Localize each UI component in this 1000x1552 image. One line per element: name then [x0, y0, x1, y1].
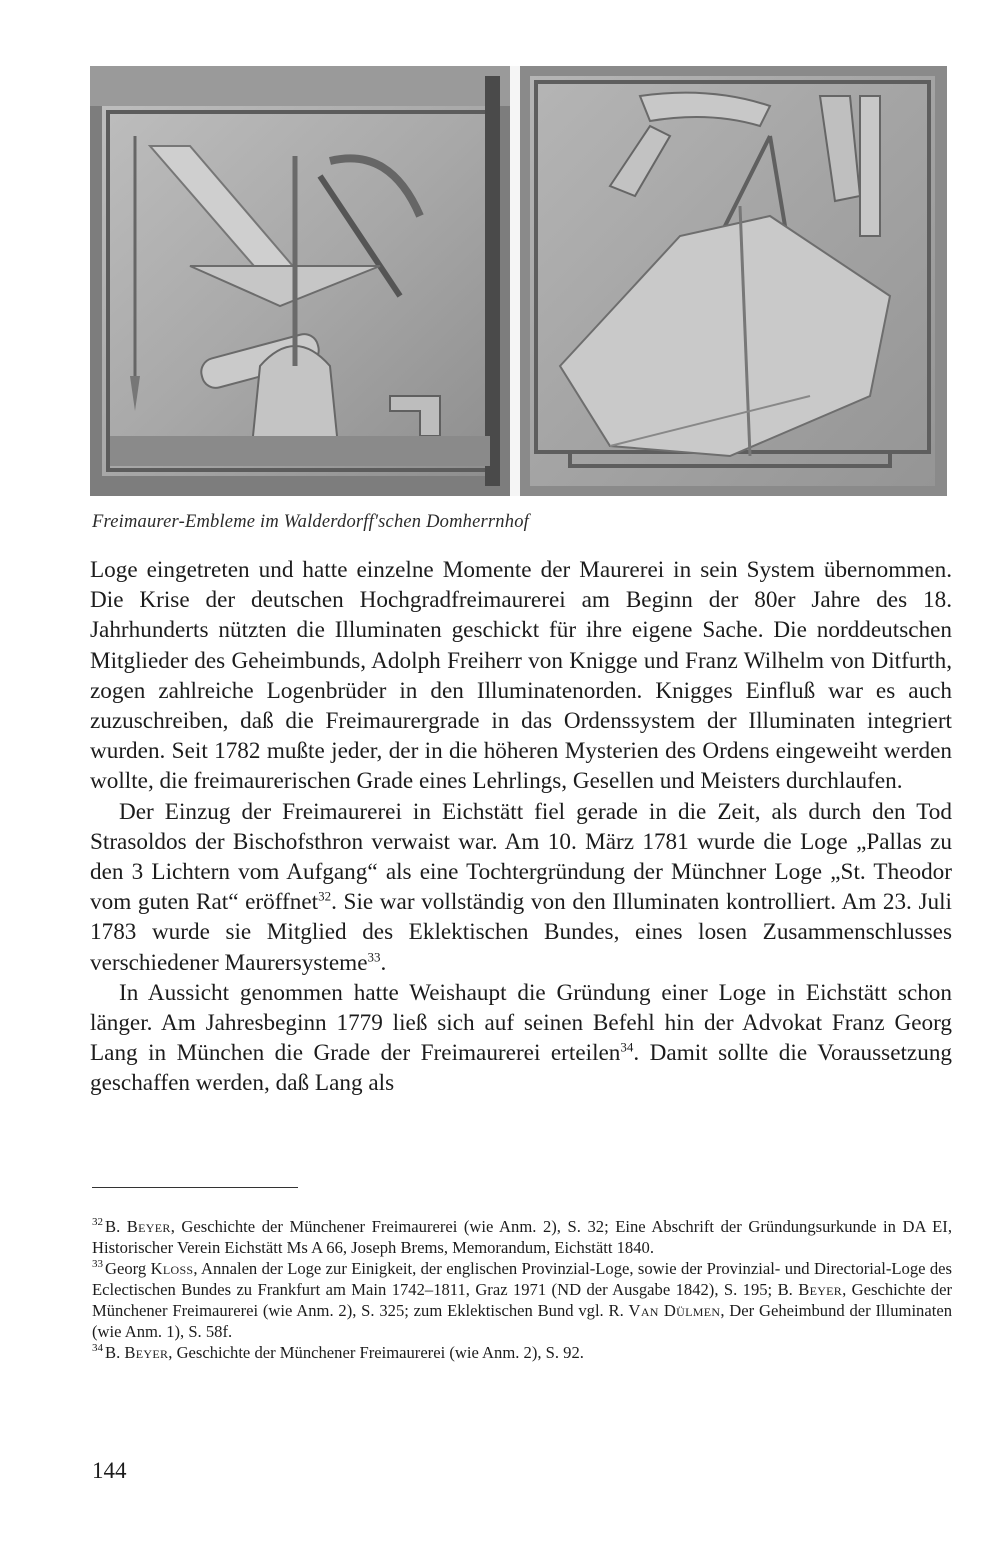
footnote-separator: [92, 1187, 298, 1188]
author-name: Van Dülmen: [628, 1301, 721, 1320]
footnote-text: , Annalen der Loge zur Einigkeit, der englischen Provinzial-Loge, sowie der Provinzial- und Directorial-Loge des Eclectischen Bundes zu Frankfurt am Main 1742–1811, Graz 1971 (ND der Ausgabe 1842), S. 195; B.: [92, 1259, 952, 1299]
footnote-number: 32: [92, 1216, 103, 1229]
footnotes: [92, 1216, 952, 1363]
footnote-33: [92, 1258, 952, 1342]
footnote-number: 34: [92, 1342, 103, 1355]
paragraph-3: [90, 978, 952, 1099]
author-name: Beyer: [126, 1217, 171, 1236]
author-name: Beyer: [798, 1280, 843, 1299]
paragraph-2-text-c: .: [380, 949, 387, 976]
footnote-text: B.: [105, 1343, 125, 1362]
footnote-text: B.: [105, 1217, 127, 1236]
page-number: 144: [92, 1458, 127, 1483]
footnote-ref-32[interactable]: 32: [318, 888, 332, 904]
footnote-ref-34[interactable]: 34: [620, 1039, 634, 1055]
footnote-32: [92, 1216, 952, 1258]
relief-photograph: [90, 66, 947, 496]
paragraph-2: [90, 797, 952, 978]
footnote-text: , Geschichte der Münchener Freimaurerei (wie Anm. 2), S. 32; Eine Abschrift der Gründungsurkunde in DA EI, Historischer Verein Eichstätt Ms A 66, Joseph Brems, Memorandum, Eichstätt 1840.: [92, 1217, 952, 1257]
paragraph-1: Loge eingetreten und hatte einzelne Momente der Maurerei in sein System übernommen. Die Krise der deutschen Hochgradfreimaurerei am Beginn der 80er Jahre des 18. Jahrhunderts nützten die Illuminaten geschickt für ihre eigene Sache. Die norddeutschen Mitglieder des Geheimbunds, Adolph Freiherr von Knigge und Franz Wilhelm von Ditfurth, zogen zahlreiche Logenbrüder in den Illuminatenorden. Knigges Einfluß war es auch zuzuschreiben, daß die Freimaurergrade in das Ordenssystem der Illuminaten integriert wurden. Seit 1782 mußte jeder, der in die höheren Mysterien des Ordens eingeweiht werden wollte, die freimaurerischen Grade eines Lehrlings, Gesellen und Meisters durchlaufen.: [90, 557, 952, 795]
paragraph-3-text-a: In Aussicht genommen hatte Weishaupt die Gründung einer Loge in Eichstätt schon länger. Am Jahresbeginn 1779 ließ sich auf seinen Befehl hin der Advokat Franz Georg Lang in München die Grade der Freimaurerei erteilen: [90, 979, 952, 1067]
footnote-text: , Der Geheimbund der Illuminaten (wie Anm. 1), S. 58f.: [92, 1301, 952, 1341]
footnote-text: , Geschichte der Münchener Freimaurerei (wie Anm. 2), S. 92.: [168, 1343, 584, 1362]
paragraph-3-text-b: . Damit sollte die Voraussetzung geschaffen werden, daß Lang als: [90, 1040, 953, 1097]
footnote-34: [92, 1342, 952, 1363]
author-name: Beyer: [124, 1343, 169, 1362]
left-relief-panel: [90, 66, 510, 496]
footnote-number: 33: [92, 1258, 103, 1271]
figure-freemason-emblems: [90, 66, 947, 496]
author-name: Kloss: [150, 1259, 194, 1278]
paragraph-2-text-a: Der Einzug der Freimaurerei in Eichstätt fiel gerade in die Zeit, als durch den Tod Strasoldos der Bischofsthron verwaist war. Am 10. März 1781 wurde die Loge „Pallas zu den 3 Lichtern vom Aufgang“ als eine Tochtergründung der Münchner Loge „St. Theodor vom guten Rat“ eröffnet: [90, 798, 952, 916]
body-text: [90, 555, 952, 1099]
figure-caption: Freimaurer-Embleme im Walderdorff'schen Domherrnhof: [92, 512, 530, 532]
footnote-text: Georg: [105, 1259, 151, 1278]
right-relief-panel: [520, 66, 947, 496]
paragraph-2-text-b: . Sie war vollständig von den Illuminaten kontrolliert. Am 23. Juli 1783 wurde sie Mitglied des Eklektischen Bundes, eines losen Zusammenschlusses verschiedener Maurersysteme: [90, 889, 952, 976]
footnote-ref-33[interactable]: 33: [367, 948, 381, 964]
footnote-text: , Geschichte der Münchener Freimaurerei (wie Anm. 2), S. 325; zum Eklektischen Bund vgl. R.: [92, 1280, 952, 1320]
